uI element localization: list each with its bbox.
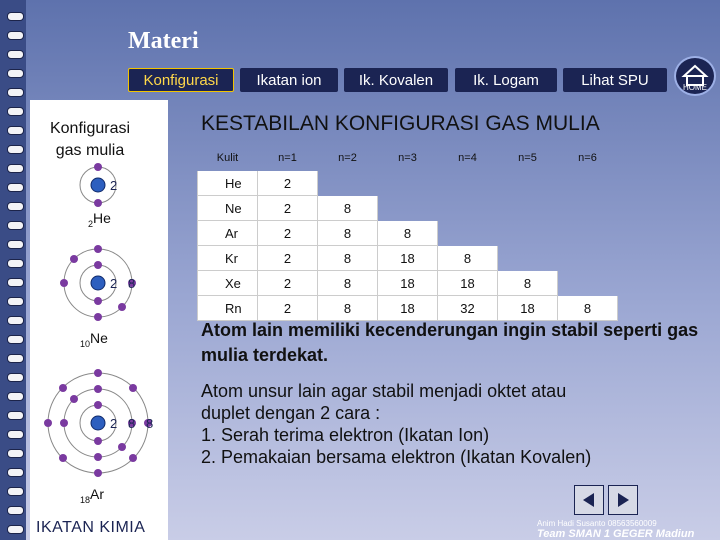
nav-lihat-spu[interactable] — [563, 68, 667, 92]
table-header: n=6 — [578, 152, 597, 164]
ne-shell-2: 8 — [128, 276, 136, 291]
paragraph-1: Atom lain memiliki kecenderungan ingin stabil seperti gas mulia terdekat. — [201, 320, 699, 365]
shell-cell: 8 — [318, 296, 378, 321]
atom-ar — [44, 369, 153, 477]
table-row — [198, 246, 618, 271]
shell-cell — [498, 196, 558, 221]
sidebar-title — [30, 118, 150, 162]
page-title: Materi — [128, 28, 199, 54]
shell-cell: 18 — [378, 296, 438, 321]
table-header: n=1 — [278, 152, 297, 164]
shell-cell: 2 — [258, 246, 318, 271]
shell-cell: 8 — [318, 246, 378, 271]
nav-konfigurasi[interactable] — [128, 68, 234, 92]
sidebar-title-line2: gas mulia — [55, 142, 125, 159]
atom-label-he: $_2$He — [88, 210, 111, 229]
shell-cell: 2 — [258, 196, 318, 221]
arrow-right-icon — [613, 490, 633, 510]
table-row — [198, 196, 618, 221]
shell-cell — [438, 196, 498, 221]
paragraph-2-line: Atom unsur lain agar stabil menjadi oktet atau — [201, 381, 567, 401]
atom-label-ne: $_{10}$Ne — [80, 330, 108, 349]
shell-cell: 8 — [318, 271, 378, 296]
nav-ik-kovalen-label: Ik. Kovalen — [358, 71, 434, 89]
binding-ring — [7, 69, 24, 78]
shell-cell: 18 — [438, 271, 498, 296]
previous-button[interactable] — [574, 485, 604, 515]
nav-ik-logam-label: Ik. Logam — [473, 71, 539, 89]
configuration-table — [197, 145, 618, 321]
binding-ring — [7, 12, 24, 21]
he-shell-1: 2 — [110, 178, 118, 193]
ar-shell-3: 8 — [146, 416, 154, 431]
ar-shell-2: 8 — [128, 416, 136, 431]
element-cell: Rn — [198, 296, 258, 321]
shell-cell — [438, 171, 498, 196]
table-row — [198, 171, 618, 196]
binding-ring — [7, 88, 24, 97]
binding-ring — [7, 107, 24, 116]
ar-shell-1: 2 — [110, 416, 118, 431]
slide-navigation — [574, 485, 638, 515]
arrow-left-icon — [579, 490, 599, 510]
shell-cell: 18 — [378, 271, 438, 296]
element-cell: Xe — [198, 271, 258, 296]
table-header: n=4 — [458, 152, 477, 164]
element-cell: Kr — [198, 246, 258, 271]
shell-cell: 2 — [258, 296, 318, 321]
binding-ring — [7, 31, 24, 40]
atom-label-ar: $_{18}$Ar — [80, 486, 105, 505]
shell-cell: 8 — [498, 271, 558, 296]
nav-ik-kovalen[interactable] — [344, 68, 448, 92]
element-cell: Ar — [198, 221, 258, 246]
shell-cell: 2 — [258, 271, 318, 296]
binding-ring — [7, 126, 24, 135]
table-header: Kulit — [216, 152, 239, 164]
table-header: n=5 — [518, 152, 537, 164]
main-heading: KESTABILAN KONFIGURASI GAS MULIA — [201, 112, 600, 135]
element-cell: Ne — [198, 196, 258, 221]
next-button[interactable] — [608, 485, 638, 515]
shell-cell: 18 — [378, 246, 438, 271]
shell-cell: 8 — [378, 221, 438, 246]
shell-cell — [498, 246, 558, 271]
ne-shell-1: 2 — [110, 276, 118, 291]
binding-ring — [7, 50, 24, 59]
shell-cell: 8 — [558, 296, 618, 321]
credit-text: Anim Hadi Susanto 08563560009 — [537, 519, 657, 528]
shell-cell: 8 — [318, 196, 378, 221]
shell-cell: 8 — [438, 246, 498, 271]
shell-cell — [498, 221, 558, 246]
element-cell: He — [198, 171, 258, 196]
team-text: Team SMAN 1 GEGER Madiun — [537, 528, 695, 540]
atom-he — [80, 163, 117, 207]
table-header: n=3 — [398, 152, 417, 164]
footer-label: IKATAN KIMIA — [36, 519, 146, 536]
shell-cell — [438, 221, 498, 246]
shell-cell — [558, 196, 618, 221]
paragraph-2-line: duplet dengan 2 cara : — [201, 403, 381, 423]
shell-cell — [558, 271, 618, 296]
paragraph-2-line: 1. Serah terima elektron (Ikatan Ion) — [201, 425, 490, 445]
nav-konfigurasi-label: Konfigurasi — [143, 71, 219, 89]
nav-lihat-spu-label: Lihat SPU — [581, 71, 649, 89]
table-row — [198, 271, 618, 296]
home-label: HOME — [683, 83, 707, 92]
nav-ikatan-ion[interactable] — [240, 68, 338, 92]
home-button[interactable] — [674, 56, 716, 96]
shell-cell: 8 — [318, 221, 378, 246]
shell-cell: 18 — [498, 296, 558, 321]
shell-cell — [378, 171, 438, 196]
nav-ikatan-ion-label: Ikatan ion — [256, 71, 322, 89]
sidebar-title-line1: Konfigurasi — [49, 120, 131, 137]
paragraph-2-line: 2. Pemakaian bersama elektron (Ikatan Kovalen) — [201, 447, 592, 467]
shell-cell: 2 — [258, 171, 318, 196]
table-header: n=2 — [338, 152, 357, 164]
atom-ne — [60, 245, 136, 321]
table-header-row — [198, 146, 618, 171]
paragraph-2 — [201, 380, 691, 468]
shell-cell — [558, 221, 618, 246]
shell-cell — [498, 171, 558, 196]
table-row — [198, 221, 618, 246]
shell-cell — [558, 246, 618, 271]
table-row — [198, 296, 618, 321]
binding-ring — [7, 145, 24, 154]
shell-cell: 2 — [258, 221, 318, 246]
nav-ik-logam[interactable] — [455, 68, 557, 92]
shell-cell — [378, 196, 438, 221]
shell-cell: 32 — [438, 296, 498, 321]
shell-cell — [558, 171, 618, 196]
shell-cell — [318, 171, 378, 196]
